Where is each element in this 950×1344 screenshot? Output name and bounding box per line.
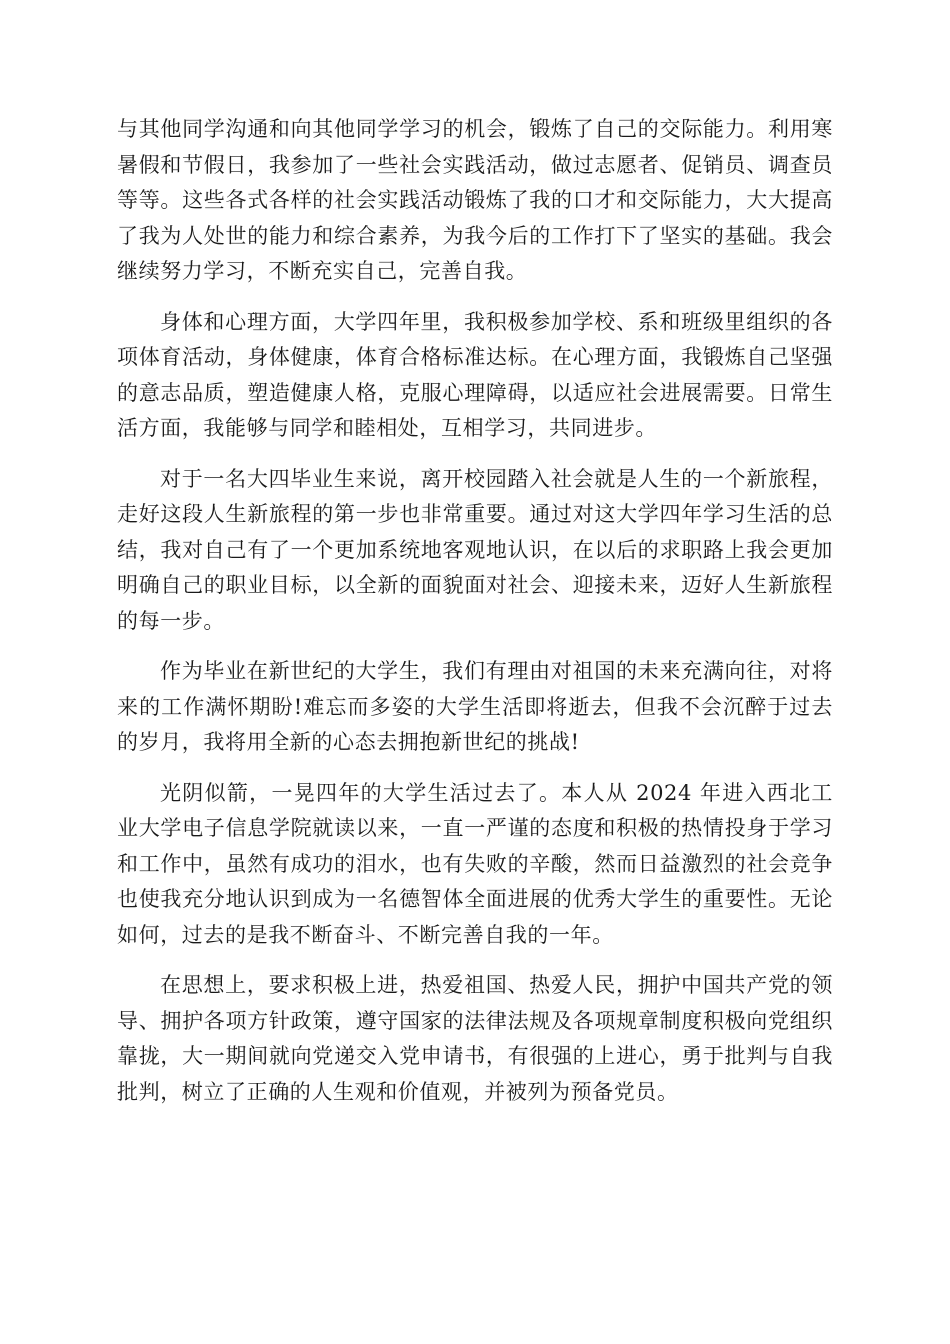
paragraph-1: 与其他同学沟通和向其他同学学习的机会，锻炼了自己的交际能力。利用寒暑假和节假日，我参加了一些社会实践活动，做过志愿者、促销员、调查员等等。这些各式各样的社会实践活动锻炼了我的口才和交际能力，大大提高了我为人处世的能力和综合素养，为我今后的工作打下了坚实的基础。我会继续努力学习，不断充实自己，完善自我。: [117, 117, 833, 283]
paragraph-5: 光阴似箭，一晃四年的大学生活过去了。本人从 2024 年进入西北工业大学电子信息学院就读以来，一直一严谨的态度和积极的热情投身于学习和工作中，虽然有成功的泪水，也有失败的辛酸，然而日益激烈的社会竞争也使我充分地认识到成为一名德智体全面进展的优秀大学生的重要性。无论如何，过去的是我不断奋斗、不断完善自我的一年。: [117, 780, 833, 947]
paragraph-4: 作为毕业在新世纪的大学生，我们有理由对祖国的未来充满向往，对将来的工作满怀期盼!难忘而多姿的大学生活即将逝去，但我不会沉醉于过去的岁月，我将用全新的心态去拥抱新世纪的挑战!: [117, 659, 833, 754]
paragraph-2: 身体和心理方面，大学四年里，我积极参加学校、系和班级里组织的各项体育活动，身体健康，体育合格标准达标。在心理方面，我锻炼自己坚强的意志品质，塑造健康人格，克服心理障碍，以适应社会进展需要。日常生活方面，我能够与同学和睦相处，互相学习，共同进步。: [117, 309, 833, 440]
paragraph-6: 在思想上，要求积极上进，热爱祖国、热爱人民，拥护中国共产党的领导、拥护各项方针政策，遵守国家的法律法规及各项规章制度积极向党组织靠拢，大一期间就向党递交入党申请书，有很强的上进心，勇于批判与自我批判，树立了正确的人生观和价值观，并被列为预备党员。: [117, 973, 833, 1104]
document-body: [117, 112, 833, 1125]
paragraph-3: 对于一名大四毕业生来说，离开校园踏入社会就是人生的一个新旅程，走好这段人生新旅程的第一步也非常重要。通过对这大学四年学习生活的总结，我对自己有了一个更加系统地客观地认识，在以后的求职路上我会更加明确自己的职业目标，以全新的面貌面对社会、迎接未来，迈好人生新旅程的每一步。: [117, 466, 833, 633]
